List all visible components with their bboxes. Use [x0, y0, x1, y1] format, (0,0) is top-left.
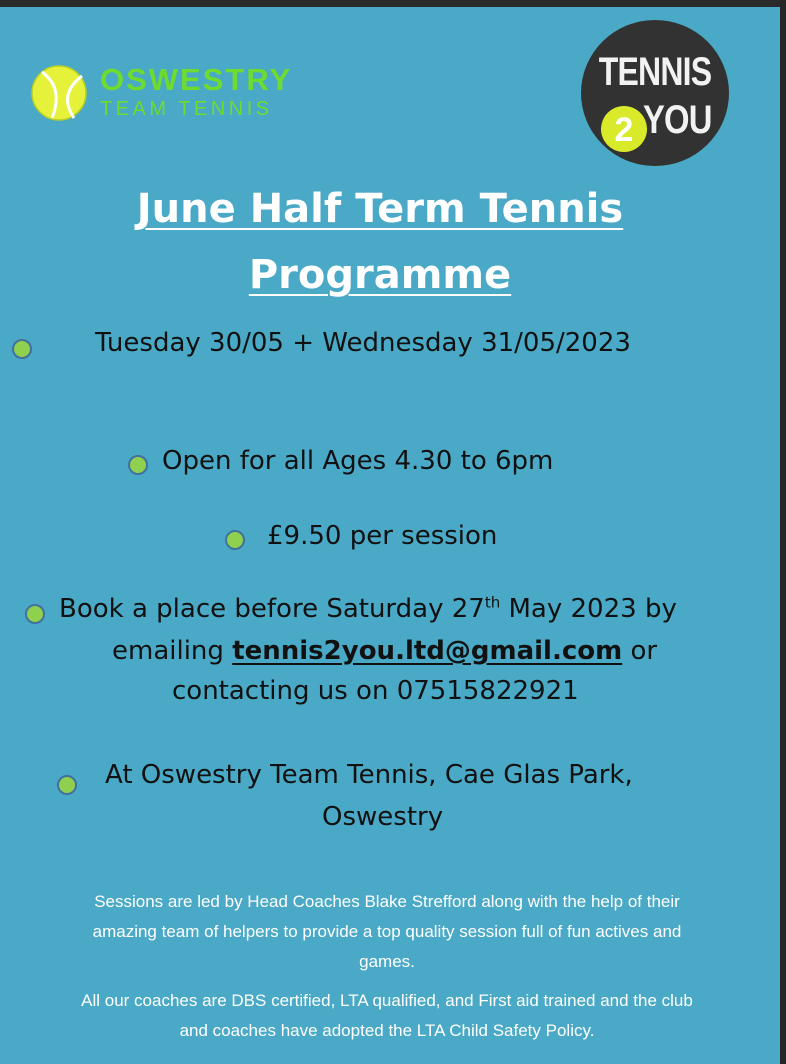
bullet-dot — [57, 775, 77, 795]
booking-text-after: May 2023 by — [500, 594, 677, 624]
footer-line: amazing team of helpers to provide a top quality session full of fun actives and — [92, 922, 682, 941]
tennis2you-logo — [581, 20, 729, 166]
booking-or-text: or — [622, 636, 658, 666]
top-border — [0, 0, 786, 7]
footer-line: All our coaches are DBS certified, LTA qualified, and First aid trained and the club — [81, 991, 693, 1010]
price-text: £9.50 per session — [267, 521, 498, 551]
booking-emailing-text: emailing — [112, 636, 233, 666]
page-title — [0, 176, 760, 308]
footer-line: Sessions are led by Head Coaches Blake Strefford along with the help of their — [94, 892, 680, 911]
title-line-1: June Half Term Tennis — [136, 186, 624, 232]
ages-text: Open for all Ages 4.30 to 6pm — [162, 446, 554, 476]
location-line-1: At Oswestry Team Tennis, Cae Glas Park, — [105, 760, 633, 790]
right-border — [780, 0, 786, 1064]
bullet-dot — [12, 339, 32, 359]
logo-word-team-tennis: TEAM TENNIS — [100, 98, 273, 120]
booking-ordinal: th — [484, 593, 501, 612]
email-link[interactable]: tennis2you.ltd@gmail.com — [232, 636, 623, 666]
coaches-paragraph — [0, 887, 774, 977]
booking-line-2 — [112, 636, 657, 666]
footer-line: and coaches have adopted the LTA Child Safety Policy. — [179, 1021, 595, 1040]
dates-text: Tuesday 30/05 + Wednesday 31/05/2023 — [95, 328, 631, 358]
title-line-2: Programme — [248, 252, 512, 298]
booking-line-3: contacting us on 07515822921 — [172, 676, 579, 706]
logo-word-oswestry: OSWESTRY — [100, 62, 293, 97]
logo-digit-2: 2 — [614, 111, 634, 149]
location-line-2: Oswestry — [322, 802, 444, 832]
bullet-dot — [225, 530, 245, 550]
booking-line-1 — [59, 594, 677, 624]
safety-paragraph — [0, 986, 774, 1046]
booking-text-before: Book a place before Saturday 27 — [59, 594, 485, 624]
bullet-dot — [128, 455, 148, 475]
oswestry-team-tennis-logo — [30, 60, 360, 130]
bullet-dot — [25, 604, 45, 624]
footer-line: games. — [359, 952, 415, 971]
logo-word-you: YOU — [643, 98, 712, 142]
tennis-ball-2-icon — [599, 104, 649, 154]
tennis-ball-icon — [30, 64, 88, 122]
logo-word-tennis: TENNIS — [598, 50, 712, 94]
